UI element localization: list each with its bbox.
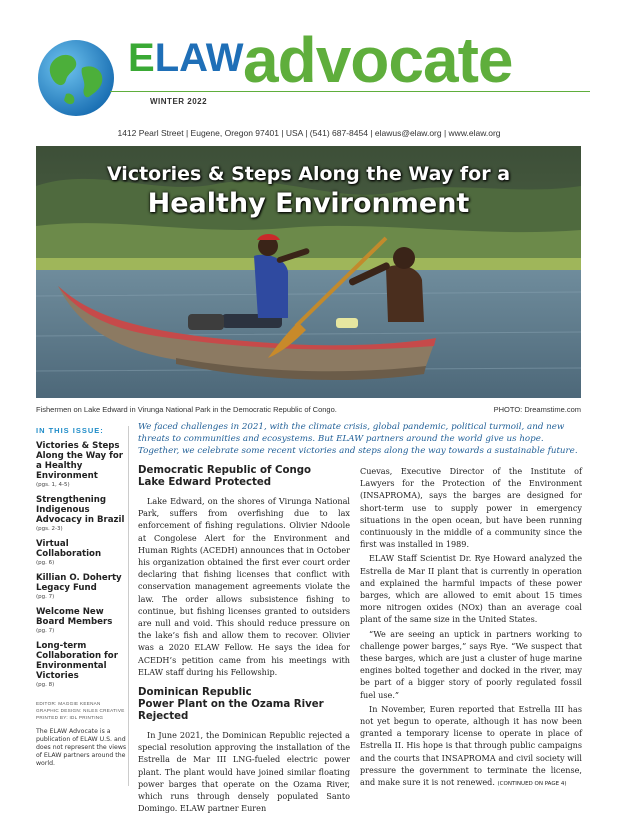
- sidebar-item-pages: (pg. 7): [36, 594, 55, 600]
- sidebar-item: [36, 641, 128, 688]
- sidebar-item-title: Killian O. Doherty Legacy Fund: [36, 573, 122, 593]
- sidebar-item: [36, 441, 128, 488]
- photo-credit: PHOTO: Dreamstime.com: [493, 405, 581, 414]
- article-column-2: [360, 465, 582, 792]
- sidebar-item-title: Strengthening Indigenous Advocacy in Brazil: [36, 495, 125, 525]
- sidebar-item-title: Long-term Collaboration for Environmental Victories: [36, 641, 118, 681]
- drc-heading-country: Democratic Republic of Congo: [138, 465, 312, 476]
- sidebar-item-pages: (pg. 7): [36, 628, 55, 634]
- elaw-wordmark-rest: LAW: [154, 36, 244, 80]
- dr-body-1: In June 2021, the Dominican Republic rejected a special resolution approving the installation of the Estrella de Mar III LNG-fueled electric power plant. The plant would have joined similar floating power barges that operate on the Ozama River, which runs through densely populated Santo Domingo. ELAW partner Euren: [138, 730, 350, 814]
- sidebar-item-pages: (pg. 6): [36, 560, 55, 566]
- sidebar-item-title: Welcome New Board Members: [36, 607, 113, 627]
- sidebar-item-pages: (pgs. 2-3): [36, 526, 63, 532]
- elaw-globe-logo: [36, 38, 116, 118]
- intro-paragraph: We faced challenges in 2021, with the climate crisis, global pandemic, political turmoil, and new threats to communities and ecosystems. But ELAW partners around the world give us hope. Together, we celebrate some recent victories and steps along the way towards a sustainable future.: [138, 422, 578, 456]
- dr-body-5-wrapper: [360, 703, 582, 790]
- publication-disclaimer: The ELAW Advocate is a publication of ELAW U.S. and does not represent the views of ELAW partners around the world.: [36, 728, 127, 767]
- cover-headline-line1: Victories & Steps Along the Way for a: [106, 163, 511, 185]
- dr-heading-title: Power Plant on the Ozama River Rejected: [138, 699, 324, 723]
- sidebar-item: [36, 495, 128, 532]
- contact-line: 1412 Pearl Street | Eugene, Oregon 97401 | USA | (541) 687-8454 | elawus@elaw.org | www.elaw.org: [117, 128, 501, 138]
- credit-design: GRAPHIC DESIGN: NILES CREATIVE: [36, 708, 125, 713]
- in-this-issue-sidebar: [36, 426, 128, 768]
- sidebar-item-title: Virtual Collaboration: [36, 539, 102, 559]
- sidebar-item-title: Victories & Steps Along the Way for a Healthy Environment: [36, 441, 123, 481]
- advocate-title: advocate: [243, 24, 513, 96]
- dr-heading-country: Dominican Republic: [138, 687, 252, 699]
- cover-headline-line2: Healthy Environment: [147, 188, 470, 219]
- drc-body: Lake Edward, on the shores of Virunga National Park, suffers from overfishing due to lax enforcement of fishing regulations. Olivier Ndoole at Congolese Alert for the Environment and Human Rights (ACEDH) announces that in October his organization obtained the first ever court order declaring that fishing licenses that conflict with conservation management agreements violate the law. The order allows subsistence fishing to continue, but fishing licenses granted to outsiders are null and void. This should reduce pressure on the lake’s fish and allow them to recover. Olivier was a 2020 ELAW Fellow. He says the idea for ACEDH’s petition came from his meetings with ELAW staff during his Fellowship.: [138, 496, 350, 677]
- credit-editor: EDITOR: MAGGIE KEENAN: [36, 701, 101, 706]
- continued-link[interactable]: (CONTINUED ON PAGE 4): [497, 781, 567, 788]
- dr-body-5: In November, Euren reported that Estrella III has not yet begun to operate, although it has now been granted a temporary license to operate in place of Estrella II. His hope is that through public campaigns and the courts that INSAPROMA and civil society will pressure the government to terminate the license, and make sure it is not renewed.: [360, 703, 582, 788]
- sidebar-divider: [128, 426, 129, 786]
- sidebar-item: [36, 573, 128, 600]
- dr-body-2: Cuevas, Executive Director of the Institute of Lawyers for the Protection of the Environment (INSAPROMA), says the barges are designed for short-term use to supply power in emergency situations in the open ocean, but have been running continuously in the middle of a community since the first was installed in 1989.: [360, 466, 582, 550]
- credit-printer: PRINTED BY: IDL PRINTING: [36, 715, 104, 720]
- elaw-wordmark: [128, 38, 244, 78]
- sidebar-item-pages: (pg. 8): [36, 682, 55, 688]
- photo-caption: Fishermen on Lake Edward in Virunga National Park in the Democratic Republic of Congo.: [36, 405, 337, 414]
- article-column-1: [138, 465, 350, 816]
- sidebar-item-pages: (pgs. 1, 4-5): [36, 482, 70, 488]
- dr-body-3: ELAW Staff Scientist Dr. Rye Howard analyzed the Estrella de Mar II plant that is currently in operation and explained the harmful impacts of these power barges, which are allowed to emit about 15 times more nitrogen oxides (NOx) than an average coal plant of the same size in the United States.: [360, 553, 582, 625]
- sidebar-item: [36, 539, 128, 566]
- dr-body-4: “We are seeing an uptick in partners working to challenge power barges,” says Rye. “We suspect that these barges, which are just a cluster of huge marine engines bolted together and docked in the river, may be part of a bigger story of poorly regulated fossil fuel use.”: [360, 628, 582, 700]
- production-credits: [36, 700, 128, 721]
- elaw-wordmark-e: E: [128, 36, 155, 80]
- issue-date: WINTER 2022: [150, 97, 208, 106]
- sidebar-item: [36, 607, 128, 634]
- sidebar-title: IN THIS ISSUE:: [36, 426, 104, 435]
- drc-heading-title: Lake Edward Protected: [138, 477, 272, 488]
